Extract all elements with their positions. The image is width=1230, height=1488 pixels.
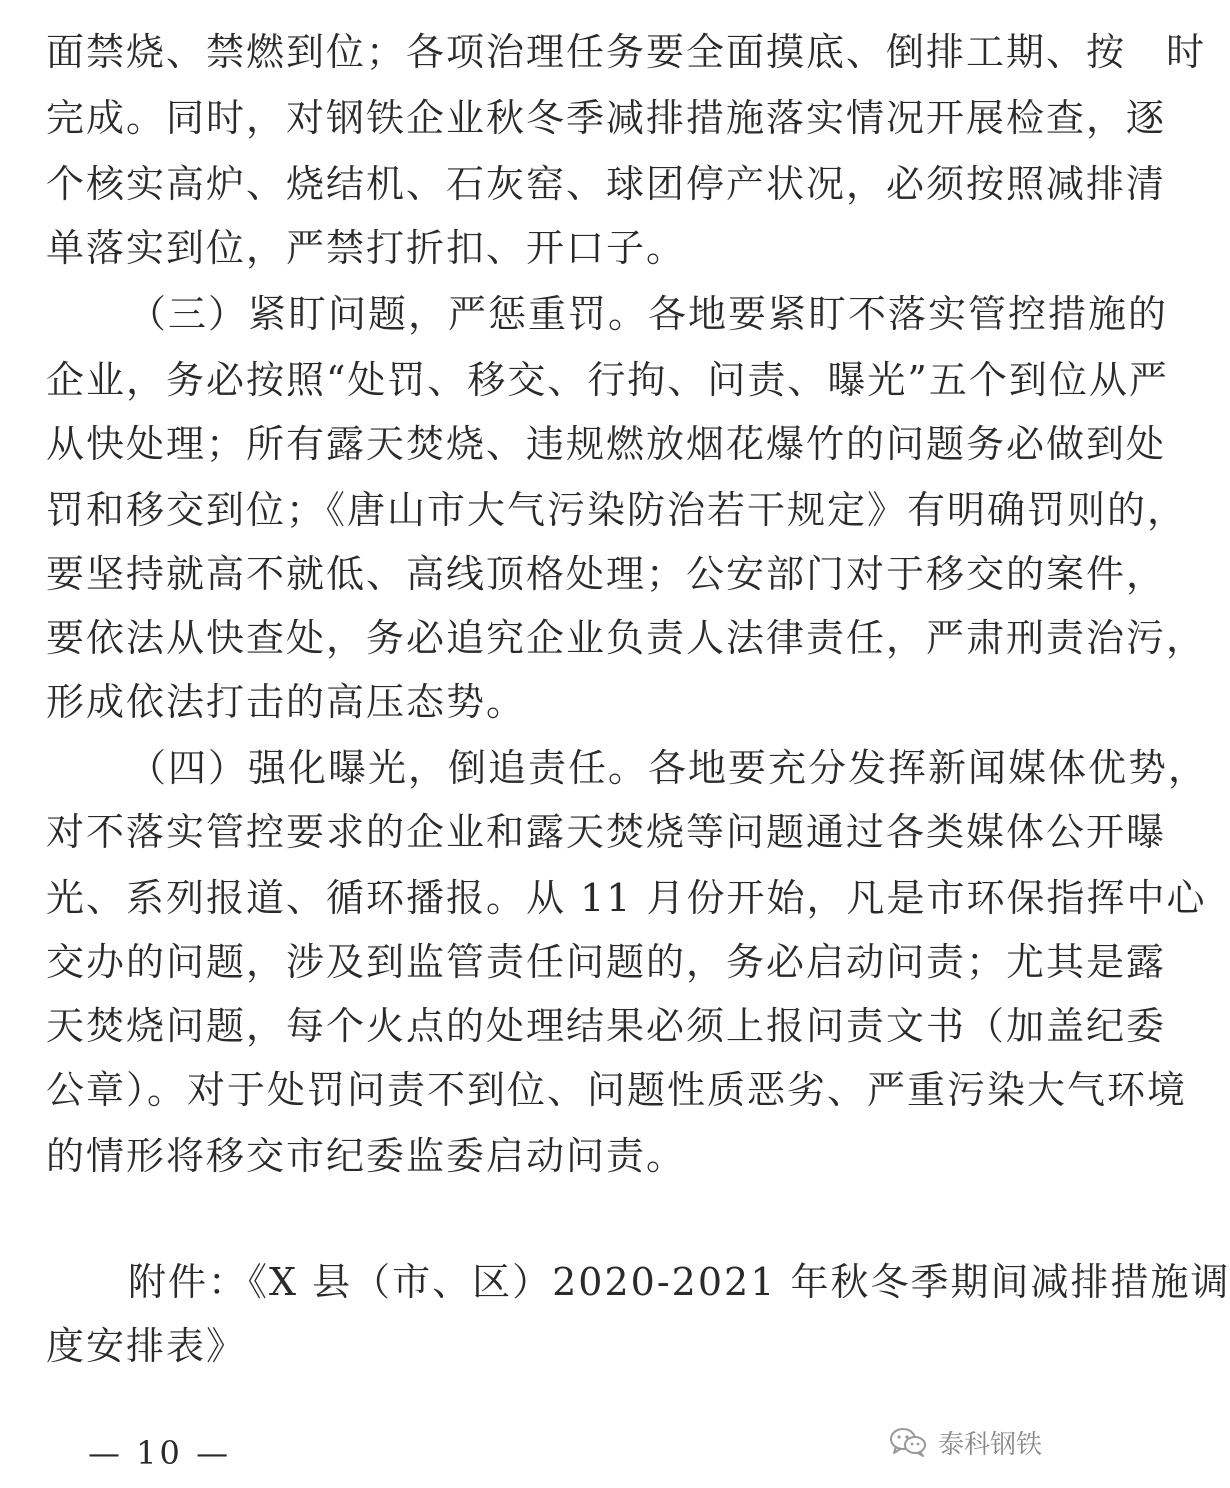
body-line: 单落实到位，严禁打折扣、开口子。 [46, 226, 687, 270]
body-line: 公章）。对于处罚问责不到位、问题性质恶劣、严重污染大气环境 [46, 1068, 1188, 1112]
body-line: 光、系列报道、循环播报。从 11 月份开始，凡是市环保指挥中心 [46, 876, 1207, 920]
watermark-text: 泰科钢铁 [937, 1429, 1042, 1460]
body-line: 要坚持就高不就低、高线顶格处理；公安部门对于移交的案件， [46, 552, 1167, 596]
body-line: 企业，务必按照“处罚、移交、行拘、问责、曝光”五个到位从严 [46, 358, 1169, 402]
body-line: 形成依法打击的高压态势。 [46, 680, 527, 724]
attachment-line: 附件：《X 县（市、区）2020-2021 年秋冬季期间减排措施调 [128, 1260, 1230, 1304]
wechat-icon [888, 1426, 928, 1458]
body-line: 完成。同时，对钢铁企业秋冬季减排措施落实情况开展检查，逐 [46, 96, 1167, 140]
section-four-heading-line: （四）强化曝光，倒追责任。各地要充分发挥新闻媒体优势， [128, 746, 1209, 790]
attachment-line-continued: 度安排表》 [46, 1324, 247, 1368]
body-line: 个核实高炉、烧结机、石灰窑、球团停产状况，必须按照减排清 [46, 162, 1167, 206]
body-line: 要依法从快查处，务必追究企业负责人法律责任，严肃刑责治污， [46, 616, 1207, 660]
section-three-heading-line: （三）紧盯问题，严惩重罚。各地要紧盯不落实管控措施的 [128, 292, 1169, 336]
body-line: 面禁烧、禁燃到位；各项治理任务要全面摸底、倒排工期、按 时 [46, 30, 1207, 74]
body-line: 从快处理；所有露天焚烧、违规燃放烟花爆竹的问题务必做到处 [46, 422, 1167, 466]
body-line: 对不落实管控要求的企业和露天焚烧等问题通过各类媒体公开曝 [46, 810, 1167, 854]
body-line: 的情形将移交市纪委监委启动问责。 [46, 1134, 687, 1178]
body-line: 交办的问题，涉及到监管责任问题的，务必启动问责；尤其是露 [46, 940, 1167, 984]
body-line: 罚和移交到位；《唐山市大气污染防治若干规定》有明确罚则的， [46, 488, 1188, 532]
body-line: 天焚烧问题，每个火点的处理结果必须上报问责文书（加盖纪委 [46, 1004, 1167, 1048]
page-number: — 10 — [88, 1434, 232, 1472]
watermark [888, 1418, 1042, 1466]
